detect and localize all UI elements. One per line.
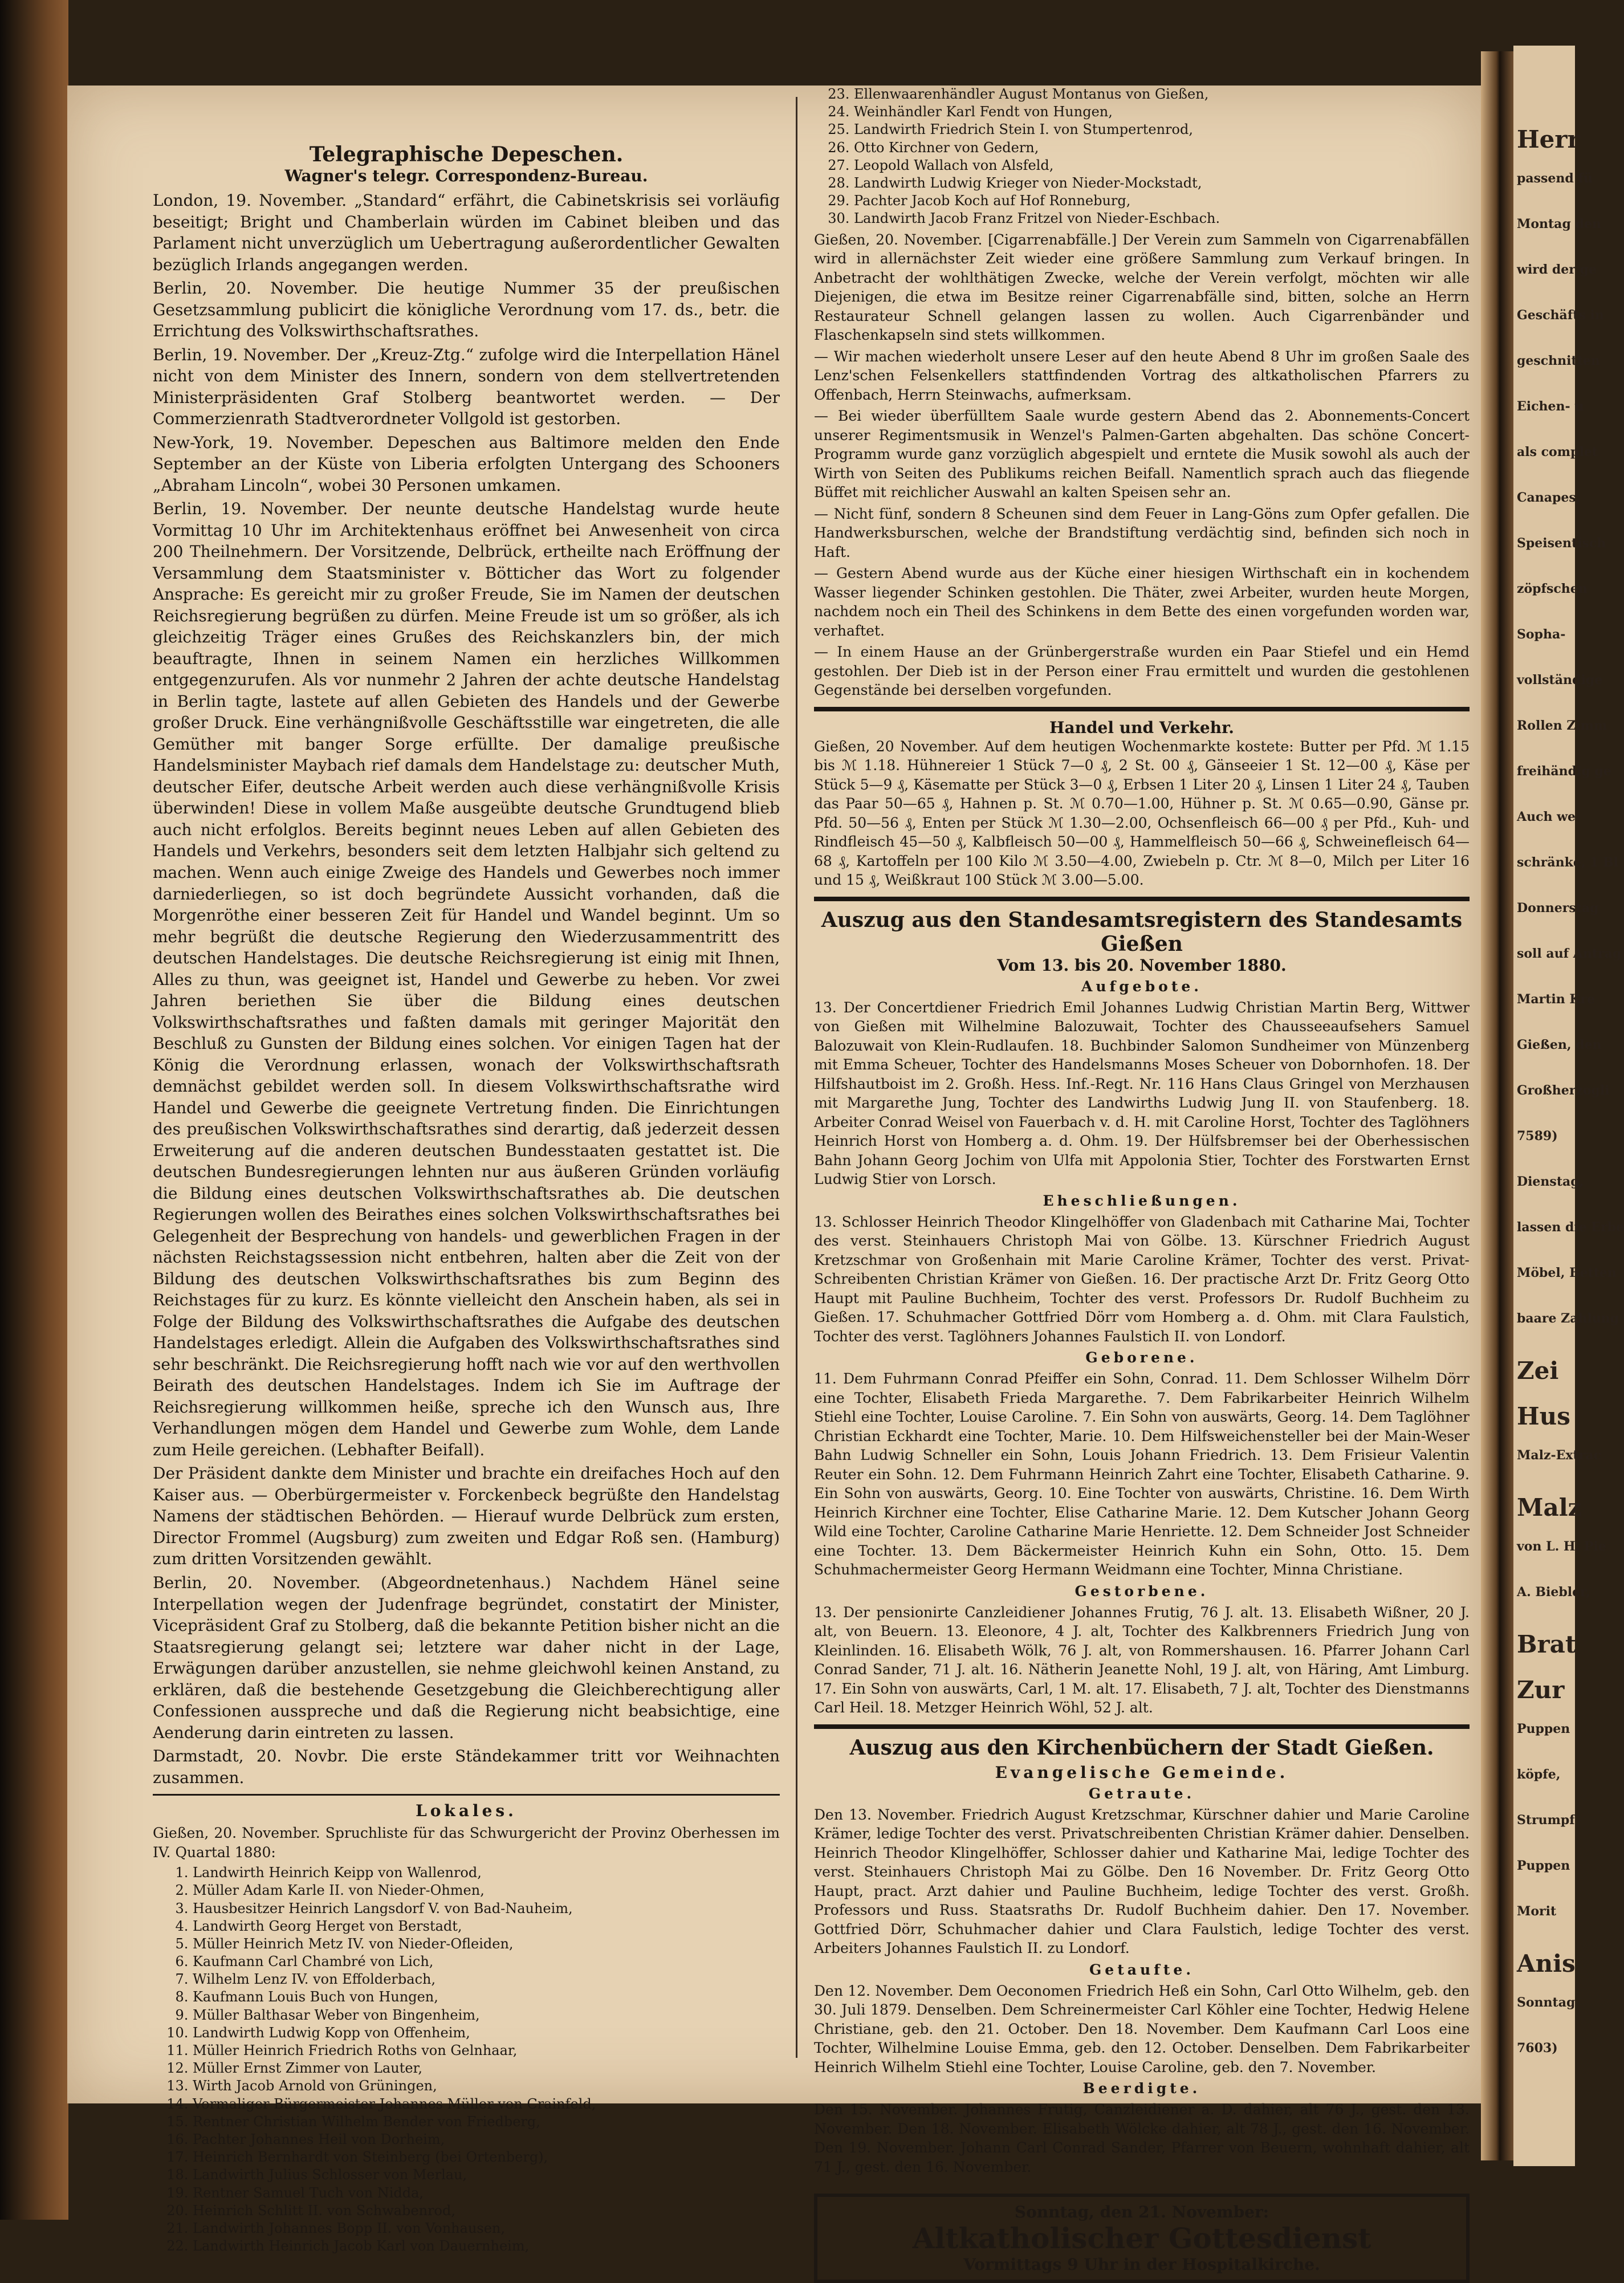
standesamt-text: 13. Der Concertdiener Friedrich Emil Johannes Ludwig Christian Martin Berg, Wittwer von Gießen mit Wilhelmine Balozuwait, Tochter des Chausseeaufsehers Samuel Balozuwait von Klein-Rudlaufen. 18. Buchbinder Salomon Sundheimer von Münzenberg mit Emma Scheuer, Tochter des Handelsmanns Moses Scheuer von Dobornhofen. 18. Der Hilfshautboist im 2. Großh. Hess. Inf.-Regt. Nr. 116 Hans Claus Gringel von Merzhausen mit Margarethe Jung, Tochter des Landwirths Ludwig Jung II. von Staufenberg. 18. Arbeiter Conrad Weisel von Fauerbach v. d. H. mit Caroline Horst, Tochter des Taglöhners Heinrich Horst von Homberg a. d. Ohm. 19. Der Hülfsbremser bei der Oberhessischen Bahn Johann Georg Jochim von Ulfa mit Appolonia Stier, Tochter des Forstwarten Ernst Ludwig Stier von Lorsch. [814, 999, 1470, 1187]
telegram-item: Darmstadt, 20. Novbr. Die erste Ständekammer tritt vor Weihnachten zusammen. [153, 1747, 780, 1787]
adjacent-page-text: schränke, 1 Bl [1517, 855, 1619, 870]
section-rule [814, 707, 1470, 711]
lokales-paragraph: Gießen, 20. November. [Cigarrenabfälle.] Der Verein zum Sammeln von Cigarrenabfällen wird in allernächster Zeit wieder eine größere Sammlung zum Verkauf bringen. In Anbetracht der wohlthätigen Zwecke, welche der Verein verfolgt, möchten wir alle Diejenigen, die etwa im Besitze reiner Cigarrenabfälle sind, bitten, solche an Herrn Restaurateur Schnell gelangen lassen zu wollen. Auch Cigarrenbänder und Flaschenkapseln sind stets willkommen. [814, 231, 1470, 343]
adjacent-page-text: Auch we [1517, 809, 1576, 824]
juror-entry: 2. Müller Adam Karle II. von Nieder-Ohmen, [193, 1882, 780, 1899]
telegram-item: London, 19. November. „Standard“ erfährt, die Cabinetskrisis sei vorläufig beseitigt; Bright und Chamberlain würden im Cabinet bleiben und das Parlament nicht unverzüglich um Uebertragung außerordentlicher Gewalten bezüglich Irlands angegangen werden. [153, 191, 780, 274]
standesamt-period: Vom 13. bis 20. November 1880. [997, 955, 1287, 975]
kirchenbuch-title: Auszug aus den Kirchenbüchern der Stadt Gießen. [849, 1735, 1434, 1760]
adjacent-page-text: Brat [1517, 1630, 1577, 1658]
book-binding-edge [0, 0, 68, 2220]
newspaper-page [67, 86, 1481, 2274]
juror-entry: 5. Müller Heinrich Metz IV. von Nieder-Ofleiden, [193, 1935, 780, 1953]
adjacent-page-text: Großherzogli [1517, 1083, 1610, 1098]
standesamt-heading: Eheschließungen. [1043, 1192, 1241, 1209]
adjacent-page-text: Malz [1517, 1493, 1582, 1521]
standesamt-heading: Aufgebote. [1081, 978, 1203, 995]
handel-title: Handel und Verkehr. [1049, 718, 1234, 737]
telegram-item: Berlin, 20. November. Die heutige Nummer 35 der preußischen Gesetzsammlung publicirt die königliche Verordnung vom 17. ds., betr. die Errichtung des Volkswirthschaftsrathes. [153, 279, 780, 341]
adjacent-page-text: vollständige [1517, 673, 1603, 687]
standesamt-text: 13. Schlosser Heinrich Theodor Klingelhöffer von Gladenbach mit Catharine Mai, Tochter des verst. Steinhauers Christoph Mai von Gölbe. 13. Kürschner Friedrich August Kretzschmar von Großenhain mit Marie Caroline Krämer, Tochter des verst. Privat-Schreibenten Christian Krämer von Gießen. 16. Der practische Arzt Dr. Fritz Georg Otto Haupt mit Pauline Buchheim, Tochter des verst. Professors Dr. Rudolf Buchheim zu Gießen. 17. Schuhmacher Gottfried Dörr vom Homberg a. d. Ohm. mit Clara Faulstich, Tochter des verst. Taglöhners Johannes Faulstich II. von Londorf. [814, 1213, 1470, 1345]
standesamt-text: 11. Dem Fuhrmann Conrad Pfeiffer ein Sohn, Conrad. 11. Dem Schlosser Wilhelm Dörr eine Tochter, Elisabeth Frieda Margarethe. 7. Dem Fabrikarbeiter Heinrich Wilhelm Stiehl eine Tochter, Louise Caroline. 7. Ein Sohn von auswärts, Georg. 14. Dem Taglöhner Christian Eckhardt eine Tochter, Marie. 10. Dem Hilfsweichensteller bei der Main-Weser Bahn Ludwig Schneller ein Sohn, Louis Johann Friedrich. 13. Dem Frisieur Valentin Reuter ein Sohn. 12. Dem Fuhrmann Heinrich Zahrt eine Tochter, Elisabeth Catharine. 9. Ein Sohn von auswärts, Georg. 10. Eine Tochter von auswärts, Christine. 16. Dem Wirth Heinrich Kirchner eine Tochter, Elise Catharine Marie. 12. Dem Kutscher Johann Georg Wild eine Tochter, Caroline Catharine Marie Henriette. 12. Dem Schneider Jost Schneider eine Tochter. 13. Dem Bäckermeister Heinrich Kuhn ein Sohn, Otto. 15. Dem Schuhmachermeister Georg Hermann Weidmann eine Tochter, Minna Christiane. [814, 1370, 1470, 1578]
lokales-intro: Gießen, 20. November. Spruchliste für das Schwurgericht der Provinz Oberhessen im IV. Quartal 1880: [153, 1825, 780, 1861]
adjacent-page-text: passend fü [1517, 171, 1593, 186]
adjacent-page-text: Malz-Extrac [1517, 1448, 1601, 1463]
juror-entry: 1. Landwirth Heinrich Keipp von Wallenrod, [193, 1864, 780, 1882]
kirchenbuch-text: Den 13. November. Friedrich August Kretzschmar, Kürschner dahier und Marie Caroline Krämer, ledige Tochter des verst. Privatschreibenten Christian Krämer dahier. Denselben. Heinrich Theodor Klingelhöffer, Schlosser dahier und Katharine Mai, ledige Tochter des verst. Steinhauers Christoph Mai zu Gölbe. Den 16 November. Dr. Fritz Georg Otto Haupt, pract. Arzt dahier und Pauline Buchheim, ledige Tochter des verst. Großh. Professors und Russ. Staatsraths Dr. Rudolf Buchheim dahier. Den 17. November. Gottfried Dörr, Schuhmacher dahier und Clara Faulstich, ledige Tochter des verst. Arbeiters Johannes Faulstich II. zu Londorf. [814, 1806, 1470, 1956]
kirchenbuch-subtitle: Evangelische Gemeinde. [995, 1763, 1289, 1782]
column-divider [796, 97, 797, 2058]
lokales-paragraph: — Wir machen wiederholt unsere Leser auf den heute Abend 8 Uhr im großen Saale des Lenz'schen Felsenkellers stattfindenden Vortrag des altkatholischen Pfarrers zu Offenbach, Herrn Steinwachs, aufmerksam. [814, 348, 1470, 403]
adjacent-page-text: Zur [1517, 1676, 1565, 1704]
juror-list-continued [854, 86, 1470, 228]
telegram-item: Der Präsident dankte dem Minister und brachte ein dreifaches Hoch auf den Kaiser aus. — Oberbürgermeister v. Forckenbeck begrüßte den Handelstag Namens der städtischen Behörden. — Hierauf wurde Delbrück zum ersten, Director Frommel (Augsburg) zum zweiten und Edgar Roß sen. (Hamburg) zum dritten Vorsitzenden gewählt. [153, 1464, 780, 1569]
handel-text: Gießen, 20 November. Auf dem heutigen Wochenmarkte kostete: Butter per Pfd. ℳ 1.15 bis ℳ 1.18. Hühnereier 1 Stück 7—0 ₰, 2 St. 00 ₰, Gänseeier 1 St. 12—00 ₰, Käse per Stück 5—9 ₰, Käsematte per Stück 3—0 ₰, Erbsen 1 Liter 20 ₰, Linsen 1 Liter 24 ₰, Tauben das Paar 50—65 ₰, Hahnen p. St. ℳ 0.70—1.00, Hühner p. St. ℳ 0.65—0.90, Gänse pr. Pfd. 50—56 ₰, Enten per Stück ℳ 1.30—2.00, Ochsenfleisch 66—00 ₰ per Pfd., Kuh- und Rindfleisch 45—50 ₰, Kalbfleisch 50—00 ₰, Hammelfleisch 50—66 ₰, Schweinefleisch 64—68 ₰, Kartoffeln per 100 Kilo ℳ 3.50—4.00, Zwiebeln p. Ctr. ℳ 8—0, Milch per Liter 16 und 15 ₰, Weißkraut 100 Stück ℳ 3.00—5.00. [814, 738, 1470, 888]
kirchenbuch-heading: Beerdigte. [1082, 2080, 1201, 2097]
lokales-paragraph: — In einem Hause an der Grünbergerstraße wurden ein Paar Stiefel und ein Hemd gestohlen. Der Dieb ist in der Person einer Frau ermittelt und wurden die gestohlenen Gegenstände bei derselben vorgefunden. [814, 644, 1470, 698]
adjacent-page-text: wird der ge [1517, 262, 1597, 277]
adjacent-page-text: geschnitten [1517, 353, 1600, 368]
adjacent-page-text: 7589) [1517, 1129, 1558, 1143]
standesamt-text: 13. Der pensionirte Canzleidiener Johannes Frutig, 76 J. alt. 13. Elisabeth Wißner, 20 J. alt, von Beuern. 13. Eleonore, 4 J. alt, Tochter des Kalkbrenners Friedrich Jung von Kleinlinden. 16. Elisabeth Wölk, 76 J. alt, von Rommershausen. 16. Pfarrer Johann Carl Conrad Sander, 71 J. alt. 16. Nätherin Jeanette Nohl, 19 J. alt, von Häring, Amt Limburg. 17. Ein Sohn von auswärts, Carl, 1 M. alt. 17. Elisabeth, 7 J. alt, Tochter des Dienstmanns Carl Heil. 18. Metzger Heinrich Wöhl, 52 J. alt. [814, 1604, 1470, 1716]
adjacent-page-text: Eichen- u [1517, 399, 1584, 414]
juror-entry: 25. Landwirth Friedrich Stein I. von Stumpertenrod, [854, 121, 1470, 139]
adjacent-page-text: Strumpf [1517, 1813, 1575, 1828]
juror-entry: 30. Landwirth Jacob Franz Fritzel von Nieder-Eschbach. [854, 210, 1470, 227]
standesamt-title: Auszug aus den Standesamtsregistern des Standesamts Gießen [821, 907, 1463, 956]
juror-entry: 4. Landwirth Georg Herget von Berstadt, [193, 1918, 780, 1935]
juror-entry: 24. Weinhändler Karl Fendt von Hungen, [854, 103, 1470, 121]
adjacent-page-text: 7603) [1517, 2041, 1558, 2056]
juror-entry: 13. Wirth Jacob Arnold von Grüningen, [193, 2077, 780, 2095]
adjacent-page-text: Speisentisch [1517, 536, 1606, 551]
adjacent-page-text: Dienstag, [1517, 1174, 1584, 1189]
adjacent-page-text: lassen die Erbe [1517, 1220, 1624, 1235]
adjacent-page-text: Anis [1517, 1950, 1576, 1977]
adjacent-page-text: Sopha- [1517, 627, 1566, 642]
juror-entry: 15. Rentner Christian Wilhelm Bender von Friedberg, [193, 2113, 780, 2131]
standesamt-heading: Gestorbene. [1074, 1582, 1209, 1600]
kirchenbuch-text: Den 12. November. Dem Oeconomen Friedrich Heß ein Sohn, Carl Otto Wilhelm, geb. den 30. Juli 1879. Denselben. Dem Schreinermeister Carl Köhler eine Tochter, Hedwig Helene Christiane, geb. den 21. October. Den 18. November. Dem Kaufmann Carl Loos eine Tochter, Wilhelmine Louise Emma, geb. den 12. October. Denselben. Dem Fabrikarbeiter Heinrich Wilhelm Stiehl eine Tochter, Louise Caroline, geb. den 7. November. [814, 1982, 1470, 2076]
juror-entry: 20. Heinrich Schlitt II. von Schwabenrod, [193, 2202, 780, 2220]
adjacent-page-text: Herr [1517, 125, 1580, 153]
adjacent-page-text: Morit [1517, 1904, 1557, 1919]
juror-entry: 28. Landwirth Ludwig Krieger von Nieder-Mockstadt, [854, 174, 1470, 192]
juror-entry: 8. Kaufmann Louis Buch von Hungen, [193, 1988, 780, 2006]
telegram-item: Berlin, 19. November. Der neunte deutsche Handelstag wurde heute Vormittag 10 Uhr im Architektenhaus eröffnet bei Anwesenheit von circa 200 Theilnehmern. Der Vorsitzende, Delbrück, ertheilte nach Eröffnung der Versammlung dem Staatsminister v. Bötticher das Wort zu folgender Ansprache: Es gereicht mir zu großer Freude, Sie im Namen der deutschen Reichsregierung begrüßen zu dürfen. Meine Freude ist um so größer, als ich gleichzeitig Träger eines Grußes des Reichskanzlers bin, der mich beauftragte, Ihnen in seinem Namen ein herzliches Willkommen entgegenzurufen. Als vor nunmehr 2 Jahren der achte deutsche Handelstag in Berlin tagte, lastete auf allen Gebieten des Handels und der Gewerbe großer Druck. Eine verhängnißvolle Geschäftsstille war eingetreten, die alle Gemüther mit banger Sorge erfüllte. Der damalige preußische Handelsminister Maybach rief damals dem Handelstage zu: deutscher Muth, deutscher Eifer, deutsche Arbeit werden auch diese verhängnißvolle Krisis überwinden! Diese in vollem Maße ausgeübte deutsche Grundtugend blieb auch nicht erfolglos. Bereits beginnt neues Leben auf allen Gebieten des Handels und Verkehrs, besonders seit dem letzten Halbjahr sich geltend zu machen. Wenn auch einige Zweige des Handels und Gewerbes noch immer darniederliegen, so ist doch begründete Aussicht vorhanden, daß die Morgenröthe einer besseren Zeit für Handel und Wandel beginnt. Um so mehr begrüßt die deutsche Regierung den Wiederzusammentritt des deutschen Handelstages. Die deutsche Reichsregierung ist einig mit Ihnen, Alles zu thun, was geeignet ist, Handel und Gewerbe zu heben. Vor zwei Jahren beriethen Sie über die Bildung eines deutschen Volkswirthschaftsrathes und faßten damals mit geringer Majorität den Beschluß zu Gunsten der Bildung eines solchen. Vor einigen Tagen hat der König die Verordnung erlassen, wonach der Volkswirthschaftsrath demnächst gebildet werden soll. In diesem Volkswirthschaftsrathe wird Handel und Gewerbe die geeignete Vertretung finden. Die Einrichtungen des preußischen Volkswirthschaftsrathes sind derartig, daß jederzeit dessen Erweiterung auf die anderen deutschen Bundesstaaten gestattet ist. Die deutschen Bundesregierungen lehnten nur aus äußeren Gründen vorläufig die Bildung eines deutschen Volkswirthschaftsrathes ab. Die deutschen Regierungen wollen des Beirathes eines solchen Volkswirthschaftsrathes bei Gelegenheit der Besprechung von handels- und gewerblichen Fragen in der nächsten Reichstagssession nicht entbehren, halten aber die Zeit von der Bildung des deutschen Volkswirthschaftsrathes bis zum Beginn des Reichstages für zu kurz. Es könnte vielleicht den Anschein haben, als sei in Folge der Bildung des Volkswirthschaftsrathes die Aufgabe des deutschen Handelstages erledigt. Allein die Aufgaben des Volkswirthschaftsrathes sind sehr beschränkt. Die Reichsregierung hofft nach wie vor auf den werthvollen Beirath des deutschen Handelstages. Indem ich Sie im Auftrage der Reichsregierung willkommen heiße, spreche ich den Wunsch aus, Ihre Verhandlungen mögen dem Handel und Gewerbe zum Wohle, dem Lande zum Heile gereichen. (Lebhafter Beifall). [153, 499, 780, 1459]
adjacent-page-text: Sonntag [1517, 1995, 1576, 2010]
adjacent-page-text: köpfe, [1517, 1767, 1561, 1782]
adjacent-page-text: Martin Kre [1517, 992, 1595, 1007]
lokales-title: Lokales. [416, 1801, 517, 1821]
section-rule [153, 1794, 780, 1796]
adjacent-page-text: von L. H. Pie [1517, 1539, 1606, 1554]
standesamt-heading: Geborene. [1085, 1349, 1198, 1366]
adjacent-page-text: Puppen [1517, 1858, 1570, 1873]
juror-entry: 11. Müller Heinrich Friedrich Roths von Gelnhaar, [193, 2042, 780, 2060]
adjacent-page-text: Puppen [1517, 1722, 1570, 1736]
adjacent-page-text: Gießen, den [1517, 1037, 1602, 1052]
juror-entry: 10. Landwirth Ludwig Kopp von Offenheim, [193, 2024, 780, 2042]
kirchenbuch-text: Den 15. November. Johannes Frutig, Canzleidiener a. D. dahier, alt 76 J., gest. den 13. November. Den 18. November. Elisabeth Wölcke dahier, alt 78 J., gest. den 16. November. Den 19. November. Johann Carl Conrad Sander, Pfarrer von Beuern, wohnhaft dahier, alt 71 J., gest. den 16. November. [814, 2101, 1470, 2175]
juror-entry: 21. Landwirth Johannes Bopp II. von Vonhausen, [193, 2220, 780, 2237]
adjacent-page-text: soll auf Antrag [1517, 946, 1622, 961]
juror-entry: 6. Kaufmann Carl Chambré von Lich, [193, 1953, 780, 1971]
service-notice-box [814, 2194, 1470, 2283]
juror-entry: 3. Hausbesitzer Heinrich Langsdorf V. von Bad-Nauheim, [193, 1900, 780, 1918]
notice-title: Altkatholischer Gottesdienst [912, 2221, 1371, 2255]
juror-entry: 14. Vormaliger Bürgermeister Johannes Müller von Crainfeld, [193, 2095, 780, 2113]
right-column [814, 86, 1470, 2283]
adjacent-page-text: Rollen Zimm [1517, 718, 1607, 733]
adjacent-page-text: freihändig ge [1517, 764, 1611, 779]
juror-entry: 12. Müller Ernst Zimmer von Lauter, [193, 2060, 780, 2077]
lokales-paragraph: — Gestern Abend wurde aus der Küche einer hiesigen Wirthschaft ein in kochendem Wasser liegender Schinken gestohlen. Die Thäter, zwei Arbeiter, wurden heute Morgen, nachdem noch ein Theil des Schinkens in dem Bette des einen vorgefunden worden war, verhaftet. [814, 565, 1470, 639]
lokales-paragraph: — Nicht fünf, sondern 8 Scheunen sind dem Feuer in Lang-Göns zum Opfer gefallen. Die Handwerksburschen, welche der Brandstiftung verdächtig sind, befinden sich noch in Haft. [814, 505, 1470, 560]
notice-time: Vormittags 9 Uhr in der Hospitalkirche. [963, 2255, 1320, 2274]
adjacent-page-text: Geschäfts in [1517, 308, 1604, 323]
left-column [153, 86, 780, 2257]
juror-entry: 27. Leopold Wallach von Alsfeld, [854, 157, 1470, 174]
adjacent-page-text: Donnerstag [1517, 901, 1599, 915]
juror-entry: 29. Pachter Jacob Koch auf Hof Ronneburg, [854, 192, 1470, 210]
juror-entry: 9. Müller Balthasar Weber von Bingenheim, [193, 2007, 780, 2024]
section-rule [814, 1724, 1470, 1729]
lokales-paragraph: — Bei wieder überfülltem Saale wurde gestern Abend das 2. Abonnements-Concert unserer Regimentsmusik in Wenzel's Palmen-Garten abgehalten. Das schöne Concert-Programm wurde ganz vorzüglich abgespielt und erntete die Musik sowohl als auch der Wirth von Seiten des Publikums reichen Beifall. Namentlich sprach auch das fliegende Büffet mit reichlicher Auswahl an kalten Speisen sehr an. [814, 408, 1470, 500]
juror-entry: 19. Rentner Samuel Tuch von Nidda, [193, 2184, 780, 2202]
telegrams-title: Telegraphische Depeschen. [309, 143, 624, 166]
adjacent-page-text: Hus [1517, 1402, 1570, 1430]
juror-entry: 23. Ellenwaarenhändler August Montanus von Gießen, [854, 86, 1470, 103]
notice-date: Sonntag, den 21. November: [1014, 2203, 1269, 2221]
adjacent-page-text: Canapes, [1517, 490, 1581, 505]
juror-entry: 16. Pachter Johannes Heil von Dorheim, [193, 2131, 780, 2148]
telegram-item: Berlin, 19. November. Der „Kreuz-Ztg.“ zufolge wird die Interpellation Hänel nicht von dem Minister des Innern, sondern von dem stellvertretenden Ministerpräsidenten Graf Stolberg beantwortet werden. — Der Commerzienrath Stadtverordneter Vollgold ist gestorben. [153, 345, 780, 429]
adjacent-page-text: zöpfschen [1517, 581, 1588, 596]
juror-entry: 18. Landwirth Julius Schlosser von Merlau, [193, 2166, 780, 2184]
adjacent-page-text: Montag den [1517, 217, 1601, 231]
book-gutter [1481, 51, 1515, 2160]
adjacent-page-text: als complet [1517, 445, 1598, 459]
kirchenbuch-heading: Getraute. [1088, 1785, 1195, 1802]
juror-list [193, 1864, 780, 2255]
adjacent-page-text: Möbel, Betten [1517, 1265, 1617, 1280]
adjacent-page-text: Zei [1517, 1357, 1559, 1385]
telegrams-subtitle: Wagner's telegr. Correspondenz-Bureau. [284, 166, 648, 185]
adjacent-page-fragment [1513, 46, 1624, 2166]
telegram-item: Berlin, 20. November. (Abgeordnetenhaus.) Nachdem Hänel seine Interpellation wegen der Judenfrage begründet, constatirt der Minister, Vicepräsident Graf zu Stolberg, daß die bekannte Petition bisher nicht an die Staatsregierung gelangt sei; letztere war daher nicht in der Lage, Erwägungen darüber anzustellen, sie nehme gleichwohl keinen Anstand, zu erklären, daß die bestehende Gesetzgebung die Gleichberechtigung aller Confessionen ausspreche und daß die Regierung nicht beabsichtige, eine Aenderung darin eintreten zu lassen. [153, 1573, 780, 1742]
kirchenbuch-heading: Getaufte. [1089, 1961, 1195, 1978]
telegram-item: New-York, 19. November. Depeschen aus Baltimore melden den Ende September an der Küste von Liberia erfolgten Untergang des Schooners „Abraham Lincoln“, wobei 30 Personen umkamen. [153, 433, 780, 495]
adjacent-page-text: A. Biebler, [1517, 1585, 1590, 1600]
juror-entry: 17. Heinrich Bernhardt von Steinberg (bei Ortenberg), [193, 2148, 780, 2166]
juror-entry: 7. Wilhelm Lenz IV. von Effolderbach, [193, 1971, 780, 1988]
section-rule [814, 897, 1470, 901]
adjacent-page-text: baare Zahlung [1517, 1311, 1619, 1326]
juror-entry: 22. Landwirth Heinrich Jacob Karl von Dauernheim, [193, 2237, 780, 2255]
juror-entry: 26. Otto Kirchner von Gedern, [854, 139, 1470, 157]
